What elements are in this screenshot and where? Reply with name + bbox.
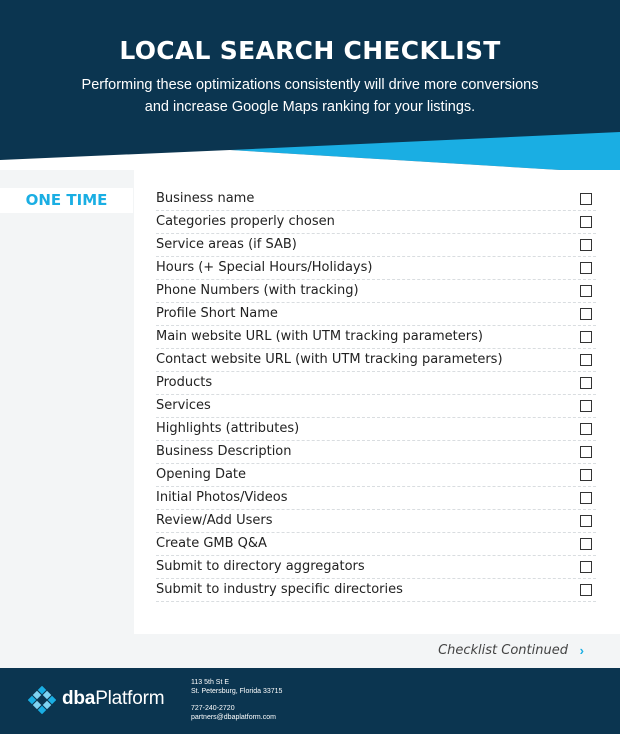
dbaplatform-logo-icon [28,686,56,714]
checklist-item [156,418,596,441]
page-subtitle: Performing these optimizations consistently will drive more conversions and increase Google Maps ranking for your listings. [81,77,539,115]
checkbox[interactable] [580,561,592,573]
checklist-item-label: Products [156,375,213,390]
checklist-item-label: Service areas (if SAB) [156,237,297,252]
checkbox[interactable] [580,492,592,504]
checklist-item [156,464,596,487]
footer-contact [191,678,282,722]
checklist-item [156,395,596,418]
checklist-item [156,579,596,602]
checklist-item-label: Opening Date [156,467,247,482]
checkbox[interactable] [580,538,592,550]
checkbox[interactable] [580,285,592,297]
checklist-item-label: Phone Numbers (with tracking) [156,283,359,298]
checklist-item-label: Submit to industry specific directories [156,582,403,597]
checklist-item-label: Main website URL (with UTM tracking parameters) [156,329,483,344]
checklist-item [156,234,596,257]
address-line-1: 113 5th St E [191,679,230,686]
checkbox[interactable] [580,262,592,274]
checklist-item-label: Categories properly chosen [156,214,335,229]
checkbox[interactable] [580,400,592,412]
left-column [0,170,134,634]
checklist-item [156,487,596,510]
checklist-item-label: Profile Short Name [156,306,278,321]
header-banner [0,0,620,170]
phone-number: 727-240-2720 [191,705,235,712]
checklist-item [156,303,596,326]
checkbox[interactable] [580,193,592,205]
checkbox[interactable] [580,584,592,596]
checkbox[interactable] [580,377,592,389]
checklist-item-label: Initial Photos/Videos [156,490,288,505]
checklist-item-label: Contact website URL (with UTM tracking parameters) [156,352,503,367]
checklist-item [156,257,596,280]
checklist-item-label: Business name [156,191,255,206]
checklist [156,188,596,602]
checklist-item-label: Highlights (attributes) [156,421,300,436]
checklist-continued-link[interactable] [438,643,568,658]
checklist-item-label: Create GMB Q&A [156,536,267,551]
checkbox[interactable] [580,423,592,435]
checkbox[interactable] [580,446,592,458]
checklist-item [156,188,596,211]
checkbox[interactable] [580,239,592,251]
dbaplatform-logo-text: dbaPlatform [62,688,165,709]
checklist-item [156,349,596,372]
checklist-item [156,510,596,533]
checklist-item-label: Hours (+ Special Hours/Holidays) [156,260,373,275]
chevron-right-icon: › [579,643,584,658]
checkbox[interactable] [580,469,592,481]
checkbox[interactable] [580,216,592,228]
section-label: ONE TIME [0,188,133,213]
checklist-item [156,280,596,303]
checkbox[interactable] [580,308,592,320]
address-line-2: St. Petersburg, Florida 33715 [191,688,283,695]
checklist-item [156,556,596,579]
checkbox[interactable] [580,354,592,366]
checklist-continued-label: Checklist Continued [438,643,568,658]
checklist-item [156,326,596,349]
checkbox[interactable] [580,331,592,343]
email-address: partners@dbaplatform.com [191,714,276,721]
checkbox[interactable] [580,515,592,527]
checklist-item-label: Services [156,398,211,413]
checklist-item [156,441,596,464]
checklist-item [156,372,596,395]
checklist-item [156,533,596,556]
page-title: LOCAL SEARCH CHECKLIST [119,36,501,65]
checklist-item-label: Business Description [156,444,292,459]
checklist-item [156,211,596,234]
checklist-item-label: Review/Add Users [156,513,273,528]
checklist-item-label: Submit to directory aggregators [156,559,365,574]
